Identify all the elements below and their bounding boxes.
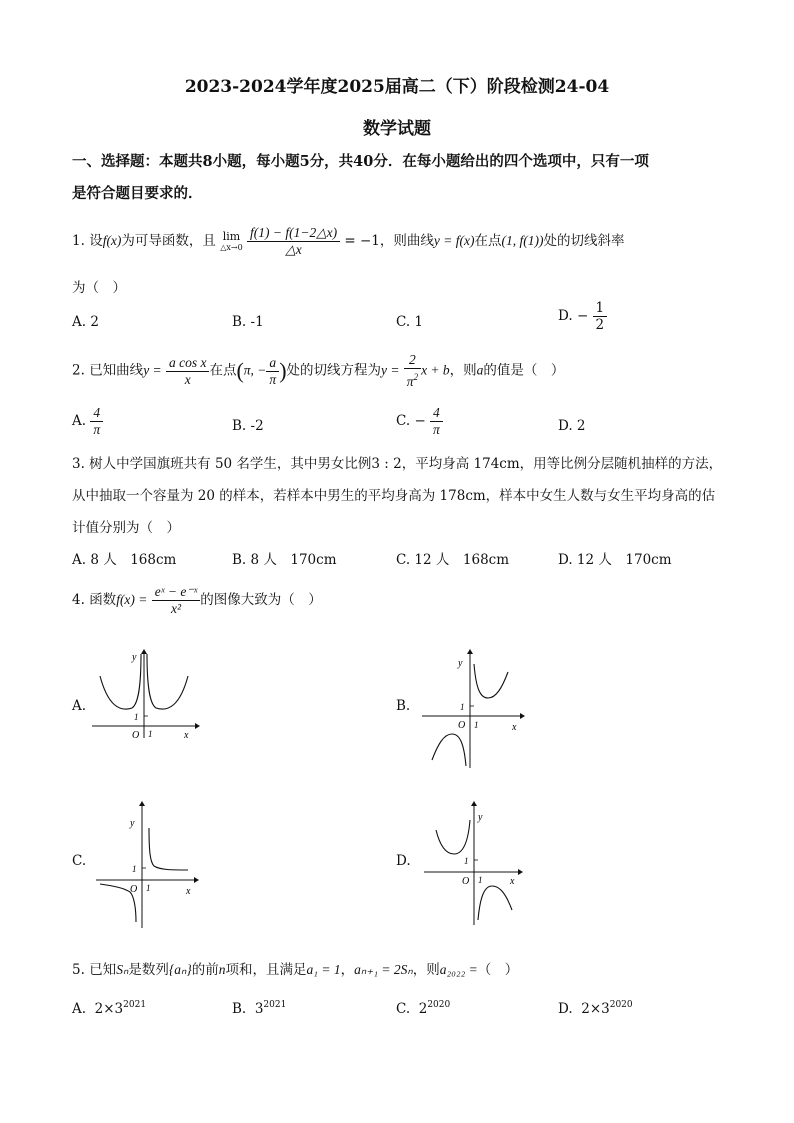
q2-option-a-label: A. — [72, 413, 87, 429]
q3-line1: 3. 树人中学国旗班共有 50 名学生，其中男女比例3 : 2，平均身高 174cm，用等比例分层随机抽样的方法， — [72, 456, 723, 472]
q4-graph-c-y-label: y — [130, 818, 135, 829]
q3-option-b[interactable]: B. 8 人 170cm — [232, 552, 337, 568]
q5-option-d-exp: 2020 — [609, 1000, 633, 1010]
q1-option-d-den: 2 — [595, 317, 605, 333]
q1-denominator: △x — [285, 242, 302, 257]
q2-tangent-frac — [404, 352, 421, 390]
q1-numerator: f(1) − f(1−2△x) — [247, 225, 340, 242]
q5-text: 是数列 — [128, 962, 169, 978]
q2-option-a[interactable] — [72, 405, 103, 438]
exam-title: 2023-2024学年度2025届高二（下）阶段检测24-04 — [184, 77, 610, 97]
q2-denominator: x — [184, 371, 191, 387]
q5-n: n — [218, 962, 226, 977]
q4-option-a-label[interactable]: A. — [72, 698, 87, 714]
q2-text: 已知曲线 — [89, 362, 144, 379]
q2-tangent-den-sup: 2 — [413, 372, 419, 382]
q5-text: 项和，且满足 — [225, 962, 307, 978]
q3-option-a[interactable]: A. 8 人 168cm — [72, 552, 177, 568]
q5-option-d-base: 2×3 — [581, 1001, 610, 1017]
q2-option-c-frac — [430, 405, 443, 438]
q2-stem: 2. 已知曲线y = $\frac{\text{a cos x}}{x}$ 在点(π, − $\frac{a}{\pi}$ )处的切线方程为y = $\frac{2}{\pi^2}$ x + b，则a的值是（ ） — [72, 352, 565, 389]
q5-text: ，则 — [412, 962, 440, 978]
q2-point-num: a — [266, 355, 279, 372]
q1-option-d[interactable] — [558, 300, 607, 333]
q5-option-a[interactable] — [72, 1000, 146, 1017]
q2-option-c[interactable] — [396, 405, 443, 438]
q5-option-d[interactable] — [558, 1000, 633, 1017]
q5-option-b-exp: 2021 — [263, 1000, 287, 1010]
q2-option-c-den: π — [433, 422, 440, 437]
q2-option-c-num: 4 — [430, 405, 443, 422]
q4-graph-b-tick-y: 1 — [460, 702, 465, 712]
q4-graph-b[interactable] — [420, 648, 530, 770]
q4-graph-d-tick-x: 1 — [478, 875, 483, 885]
q1-lim — [220, 231, 242, 253]
q1-text: 处的切线斜率 — [543, 233, 625, 249]
q5-sn: Sₙ — [116, 962, 129, 977]
q5-text: 已知 — [89, 962, 117, 978]
q4-stem — [72, 584, 322, 617]
q1-lim-label: lim — [222, 229, 241, 243]
q1-option-b[interactable]: B. -1 — [232, 314, 264, 330]
q4-graph-c-tick-x: 1 — [146, 883, 151, 893]
q5-text: ， — [340, 962, 355, 978]
q1-rhs: = −1 — [344, 233, 380, 249]
q5-option-b[interactable] — [232, 1000, 286, 1017]
q1-fraction — [247, 225, 340, 258]
q1-option-a[interactable]: A. 2 — [72, 314, 99, 330]
q5-option-c-base: 2 — [418, 1001, 428, 1017]
q4-graph-b-x-label: x — [512, 722, 517, 733]
q2-option-a-frac — [90, 405, 103, 438]
q4-graph-c-tick-y: 1 — [132, 864, 137, 874]
q2-text: 处的切线方程为 — [286, 362, 382, 379]
q4-graph-d-x-label: x — [510, 876, 515, 887]
exam-subtitle: 数学试题 — [363, 119, 431, 139]
q2-tangent-num: 2 — [404, 352, 421, 369]
q5-option-b-label: B. — [232, 1001, 247, 1017]
q2-tangent-den: π — [406, 374, 414, 389]
section-heading-line1: 一、选择题：本题共8小题，每小题5分，共40分．在每小题给出的四个选项中，只有一项 — [72, 153, 649, 170]
q4-option-c-label[interactable]: C. — [72, 853, 87, 869]
q4-text: 函数 — [89, 592, 117, 608]
q2-option-a-den: π — [93, 422, 101, 437]
q5-option-a-label: A. — [72, 1001, 87, 1017]
q5-stem — [72, 958, 518, 978]
q2-option-c-sign: − — [414, 413, 426, 429]
q5-option-d-label: D. — [558, 1001, 573, 1017]
q1-option-d-frac — [593, 300, 608, 333]
q1-stem-cont: 为（ ） — [72, 280, 126, 296]
q1-stem — [72, 220, 624, 262]
q1-text: 为可导函数，且 — [121, 233, 216, 249]
q2-text: 的值是（ ） — [483, 362, 565, 379]
q5-condition-2: aₙ₊₁ = 2Sₙ — [354, 962, 413, 977]
q5-target: a₂₀₂₂ = — [439, 962, 478, 977]
q1-fx: f(x) — [102, 233, 122, 248]
q2-option-a-num: 4 — [90, 405, 103, 422]
q1-option-d-sign: − — [576, 308, 589, 324]
q5-option-c-exp: 2020 — [427, 1000, 451, 1010]
q4-denominator: x² — [170, 601, 182, 616]
q2-a: a — [476, 362, 484, 378]
q5-option-a-exp: 2021 — [123, 1000, 147, 1010]
q4-graph-a-x-label: x — [184, 730, 189, 740]
q4-numerator: eˣ − e⁻ˣ — [152, 584, 201, 601]
q4-number: 4. — [72, 592, 85, 608]
q3-line2: 从中抽取一个容量为 20 的样本，若样本中男生的平均身高为 178cm，样本中女生人数与女生平均身高的估 — [72, 488, 716, 504]
q4-text: 的图像大致为（ ） — [200, 592, 322, 608]
q1-number: 1. — [72, 233, 85, 249]
q3-line3: 计值分别为（ ） — [72, 520, 180, 536]
q2-y: y = — [143, 362, 162, 378]
q4-graph-a-y-label: y — [132, 652, 137, 663]
q1-text: 设 — [89, 233, 103, 249]
q3-option-d[interactable]: D. 12 人 170cm — [558, 552, 672, 568]
q5-option-b-base: 3 — [254, 1001, 264, 1017]
q2-option-b[interactable]: B. -2 — [232, 418, 264, 434]
q1-option-d-num: 1 — [593, 300, 608, 317]
q5-text: 的前 — [191, 962, 219, 978]
q1-text: 在点 — [474, 233, 502, 249]
q2-point-den: π — [269, 371, 277, 387]
q2-option-c-label: C. — [396, 413, 411, 429]
q2-y2: y = — [381, 362, 400, 378]
q4-graph-d[interactable] — [422, 800, 532, 930]
q4-graph-c-origin: O — [130, 884, 138, 895]
q4-graph-d-tick-y: 1 — [464, 856, 469, 866]
section-heading-line2: 是符合题目要求的． — [72, 185, 203, 202]
q4-fraction — [152, 584, 201, 617]
q1-option-d-label: D. — [558, 308, 573, 324]
q5-option-c[interactable] — [396, 1000, 450, 1017]
q1-point: (1, f(1)) — [501, 233, 544, 248]
q4-graph-d-origin: O — [462, 876, 470, 887]
q4-graph-c-x-label: x — [186, 886, 191, 897]
q2-point-frac — [266, 355, 279, 388]
q4-graph-b-y-label: y — [458, 658, 463, 669]
q4-option-b-label[interactable]: B. — [396, 698, 411, 714]
q5-text: （ ） — [477, 962, 519, 978]
q1-curve: y = f(x) — [433, 233, 475, 248]
q5-number: 5. — [72, 962, 85, 978]
q4-graph-a-tick-y: 1 — [134, 712, 139, 722]
q4-option-d-label[interactable]: D. — [396, 853, 411, 869]
q5-condition-1: a₁ = 1 — [306, 962, 341, 977]
q1-option-c[interactable]: C. 1 — [396, 314, 424, 330]
q4-graph-d-y-label: y — [478, 812, 483, 823]
q2-text: 在点 — [209, 362, 237, 379]
q2-option-d[interactable]: D. 2 — [558, 418, 586, 434]
q2-point: π, − — [243, 362, 267, 378]
q2-text: ，则 — [449, 362, 477, 379]
q2-numerator: a cos x — [166, 355, 210, 372]
q4-graph-b-origin: O — [458, 720, 466, 731]
q4-fx: f(x) = — [116, 592, 148, 607]
q2-number: 2. — [72, 362, 85, 379]
q1-text: ，则曲线 — [379, 233, 434, 249]
q4-graph-b-tick-x: 1 — [474, 720, 479, 730]
q1-lim-sub: △x→0 — [220, 242, 243, 252]
q4-graph-c[interactable] — [94, 800, 204, 930]
q4-graph-a[interactable] — [90, 648, 200, 740]
q2-fraction — [166, 355, 210, 388]
q2-tangent-rest: x + b — [421, 362, 450, 378]
q5-option-c-label: C. — [396, 1001, 411, 1017]
q3-option-c[interactable]: C. 12 人 168cm — [396, 552, 510, 568]
q4-graph-a-tick-x: 1 — [148, 729, 153, 739]
q5-option-a-base: 2×3 — [94, 1001, 124, 1017]
q4-graph-a-origin: O — [132, 730, 140, 740]
q5-an: {aₙ} — [168, 962, 192, 977]
